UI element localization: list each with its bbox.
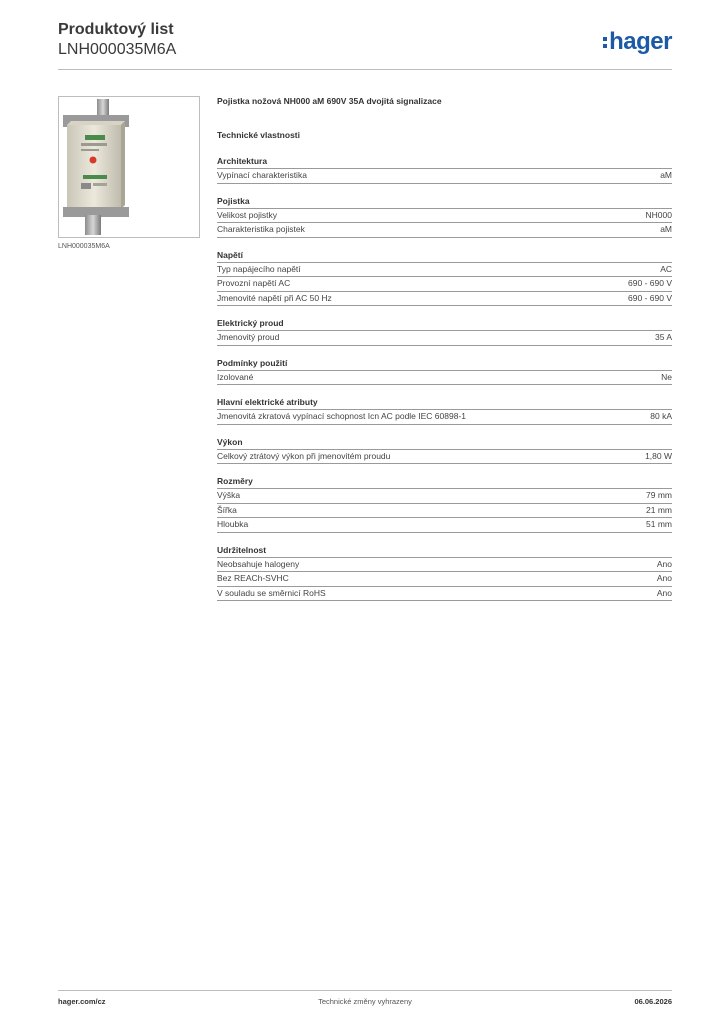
spec-group-title: Napětí: [217, 250, 672, 263]
spec-row: [217, 223, 672, 238]
spec-group: [217, 476, 672, 533]
spec-group: [217, 156, 672, 184]
spec-value: aM: [660, 170, 672, 180]
spec-row: [217, 209, 672, 224]
footer-website: hager.com/cz: [58, 997, 106, 1006]
spec-label: Bez REACh-SVHC: [217, 573, 289, 583]
hager-logo: [603, 30, 672, 54]
footer-divider: [58, 990, 672, 991]
spec-group-title: Architektura: [217, 156, 672, 169]
image-caption: LNH000035M6A: [58, 243, 110, 250]
product-name: Pojistka nožová NH000 aM 690V 35A dvojitá signalizace: [217, 96, 442, 106]
logo-mark-icon: [603, 37, 607, 48]
spec-row: [217, 504, 672, 519]
spec-row: [217, 518, 672, 533]
spec-label: Izolované: [217, 371, 254, 382]
spec-row: [217, 331, 672, 346]
spec-value: 21 mm: [646, 504, 672, 515]
spec-label: Celkový ztrátový výkon při jmenovitém proudu: [217, 450, 391, 461]
spec-row: [217, 277, 672, 292]
spec-row: [217, 169, 672, 184]
product-image: [58, 96, 200, 238]
spec-value: Ano: [656, 587, 672, 598]
spec-value: 51 mm: [646, 519, 672, 529]
header-divider: [58, 69, 672, 70]
spec-label: Výška: [217, 490, 241, 500]
spec-label: Jmenovitý proud: [217, 332, 280, 342]
spec-value: Ne: [661, 371, 672, 382]
spec-row: [217, 572, 672, 587]
fuse-illustration-icon: [59, 97, 199, 237]
spec-row: [217, 410, 672, 425]
spec-group: [217, 397, 672, 425]
spec-label: Typ napájecího napětí: [217, 263, 301, 274]
spec-group-title: Podmínky použití: [217, 358, 672, 371]
spec-row: [217, 371, 672, 386]
spec-group-title: Pojistka: [217, 196, 672, 209]
spec-label: Provozní napětí AC: [217, 278, 291, 288]
spec-value: 79 mm: [646, 490, 672, 500]
spec-label: Jmenovitá zkratová vypínací schopnost Icn AC podle IEC 60898-1: [217, 411, 466, 421]
spec-value: 1,80 W: [645, 450, 672, 461]
spec-value: AC: [660, 263, 672, 274]
spec-group: [217, 437, 672, 465]
spec-row: [217, 450, 672, 465]
page-header: [58, 20, 672, 70]
section-title: Technické vlastnosti: [217, 130, 300, 140]
spec-group: [217, 250, 672, 307]
logo-wordmark: hager: [609, 28, 672, 55]
specification-panel: [217, 96, 672, 613]
spec-group-title: Hlavní elektrické atributy: [217, 397, 672, 410]
spec-label: Velikost pojistky: [217, 209, 277, 220]
spec-value: Ano: [656, 573, 672, 583]
spec-value: 80 kA: [650, 411, 672, 421]
spec-label: Jmenovité napětí při AC 50 Hz: [217, 292, 332, 303]
spec-group-title: Udržitelnost: [217, 545, 672, 558]
spec-value: 690 - 690 V: [628, 292, 672, 303]
spec-group-title: Elektrický proud: [217, 318, 672, 331]
footer-note: Technické změny vyhrazeny: [318, 997, 412, 1006]
footer-date: 06.06.2026: [634, 997, 672, 1006]
spec-value: Ano: [656, 558, 672, 569]
spec-row: [217, 292, 672, 307]
spec-group: [217, 545, 672, 602]
spec-label: Neobsahuje halogeny: [217, 558, 300, 569]
spec-label: V souladu se směrnicí RoHS: [217, 587, 326, 598]
spec-value: 35 A: [654, 332, 672, 342]
spec-row: [217, 558, 672, 573]
spec-value: aM: [660, 224, 672, 234]
spec-label: Charakteristika pojistek: [217, 224, 305, 234]
spec-value: NH000: [645, 209, 672, 220]
spec-row: [217, 263, 672, 278]
spec-label: Šířka: [217, 504, 237, 515]
spec-group: [217, 196, 672, 238]
spec-groups: [217, 156, 672, 601]
spec-label: Vypínací charakteristika: [217, 170, 307, 180]
page-title: Produktový list: [58, 21, 174, 38]
spec-value: 690 - 690 V: [628, 278, 672, 288]
spec-row: [217, 587, 672, 602]
spec-group-title: Výkon: [217, 437, 672, 450]
product-code: LNH000035M6A: [58, 41, 177, 58]
spec-group: [217, 318, 672, 346]
spec-label: Hloubka: [217, 519, 249, 529]
spec-group: [217, 358, 672, 386]
spec-row: [217, 489, 672, 504]
spec-group-title: Rozměry: [217, 476, 672, 489]
